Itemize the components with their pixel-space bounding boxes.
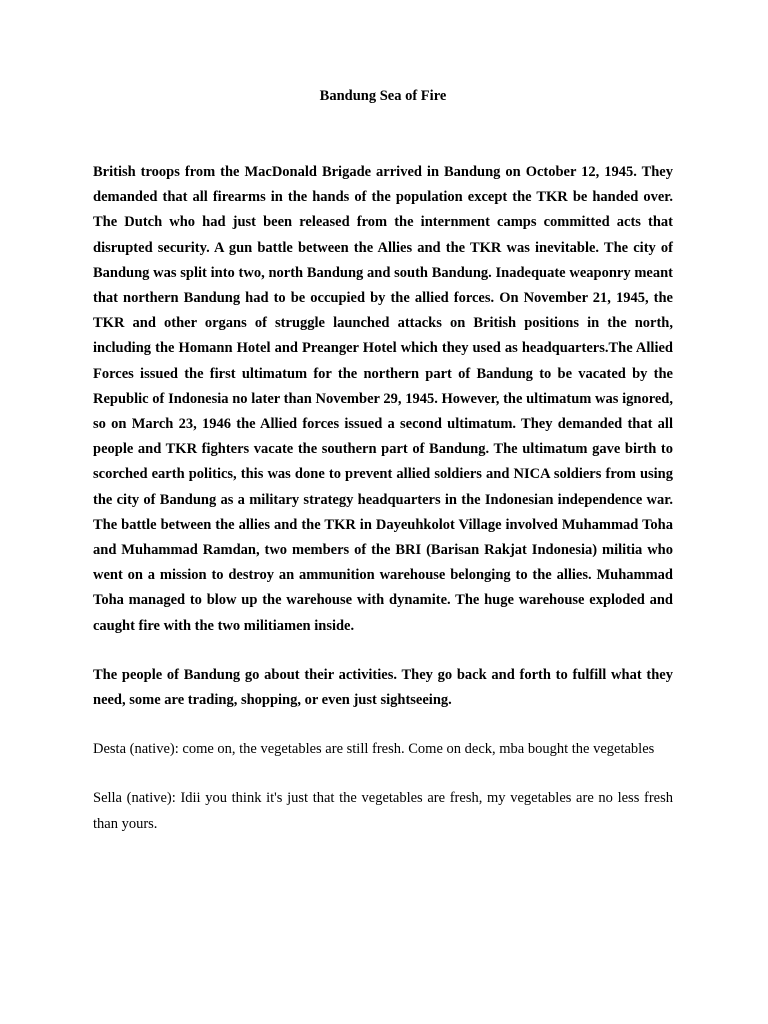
- document-title: Bandung Sea of Fire: [319, 88, 447, 104]
- dialogue-desta: Desta (native): come on, the vegetables are still fresh. Come on deck, mba bought the vegetables: [93, 741, 655, 758]
- document-page: [93, 86, 673, 861]
- paragraph-history: British troops from the MacDonald Brigade arrived in Bandung on October 12, 1945. They demanded that all firearms in the hands of the population except the TKR be handed over. The Dutch who had just been released from the internment camps committed acts that disrupted security. A gun battle between the Allies and the TKR was inevitable. The city of Bandung was split into two, north Bandung and south Bandung. Inadequate weaponry meant that northern Bandung had to be occupied by the allied forces. On November 21, 1945, the TKR and other organs of struggle launched attacks on British positions in the north, including the Homann Hotel and Preanger Hotel which they used as headquarters.The Allied Forces issued the first ultimatum for the northern part of Bandung to be vacated by the Republic of Indonesia no later than November 29, 1945. However, the ultimatum was ignored, so on March 23, 1946 the Allied forces issued a second ultimatum. They demanded that all people and TKR fighters vacate the southern part of Bandung. The ultimatum gave birth to scorched earth politics, this was done to prevent allied soldiers and NICA soldiers from using the city of Bandung as a military strategy headquarters in the Indonesian independence war. The battle between the allies and the TKR in Dayeuhkolot Village involved Muhammad Toha and Muhammad Ramdan, two members of the BRI (Barisan Rakjat Indonesia) militia who went on a mission to destroy an ammunition warehouse belonging to the allies. Muhammad Toha managed to blow up the warehouse with dynamite. The huge warehouse exploded and caught fire with the two militiamen inside.: [93, 164, 673, 634]
- paragraph-people: The people of Bandung go about their activities. They go back and forth to fulfill what they need, some are trading, shopping, or even just sightseeing.: [93, 666, 673, 709]
- dialogue-sella: Sella (native): Idii you think it's just that the vegetables are fresh, my vegetables are no less fresh than yours.: [93, 790, 673, 832]
